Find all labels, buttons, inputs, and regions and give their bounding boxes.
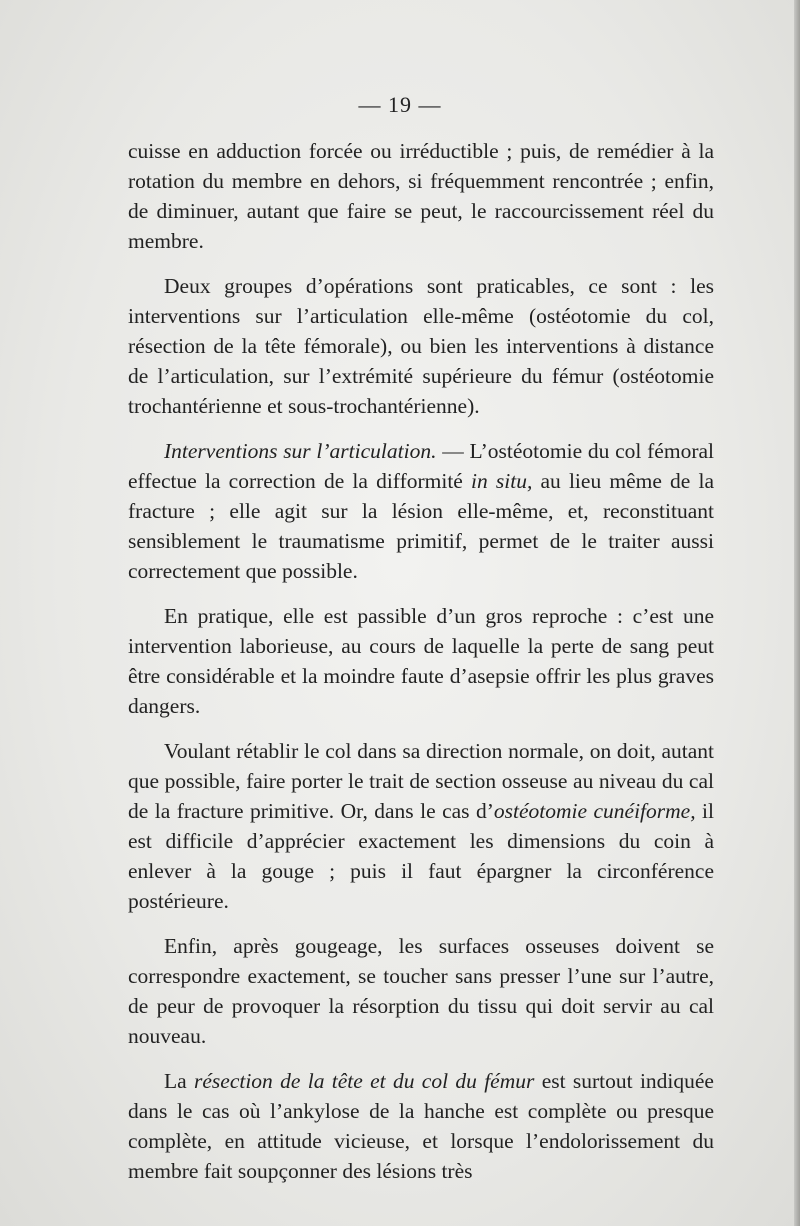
paragraph: [128, 601, 714, 721]
text-run: La: [164, 1069, 194, 1093]
paragraph: [128, 136, 714, 256]
text-run: est surtout indiquée dans le cas où l’ankylose de la hanche est complète ou presque complète, en attitude vicieuse, et lorsque l’endolorissement du membre fait soupçonner des lésions très: [128, 1069, 714, 1183]
paragraph: [128, 436, 714, 586]
text-run: Deux groupes d’opérations sont praticables, ce sont : les interventions sur l’articulation elle-même (ostéotomie du col, résection de la tête fémorale), ou bien les interventions à distance de l’articulation, sur l’extrémité supérieure du fémur (ostéotomie trochantérienne et sous-trochantérienne).: [128, 274, 714, 418]
paragraph: [128, 736, 714, 916]
text-run: il est difficile d’apprécier exactement les dimensions du coin à enlever à la gouge ; puis il faut épargner la circonférence postérieure.: [128, 799, 715, 913]
paragraph: [128, 271, 714, 421]
italic-run: Interventions sur l’articulation.: [164, 439, 437, 463]
text-run: — L’ostéotomie du col fémoral effectue la correction de la difformité: [128, 439, 714, 493]
body-text: [128, 136, 714, 1201]
text-run: En pratique, elle est passible d’un gros reproche : c’est une intervention laborieuse, au cours de laquelle la perte de sang peut être considérable et la moindre faute d’asepsie offrir les plus graves dangers.: [128, 604, 714, 718]
italic-run: in situ,: [471, 469, 533, 493]
page-edge: [794, 0, 800, 1226]
italic-run: ostéotomie cunéiforme,: [493, 799, 696, 823]
paragraph: [128, 931, 714, 1051]
italic-run: résection de la tête et du col du fémur: [194, 1069, 535, 1093]
text-run: Enfin, après gougeage, les surfaces osseuses doivent se correspondre exactement, se toucher sans presser l’une sur l’autre, de peur de provoquer la résorption du tissu qui doit servir au cal nouveau.: [128, 934, 714, 1048]
text-run: au lieu même de la fracture ; elle agit sur la lésion elle-même, et, reconstituant sensiblement le traumatisme primitif, permet de le traiter aussi correctement que possible.: [128, 469, 714, 583]
text-run: Voulant rétablir le col dans sa direction normale, on doit, autant que possible, faire porter le trait de section osseuse au niveau du cal de la fracture primitive. Or, dans le cas d’: [128, 739, 714, 823]
paragraph: [128, 1066, 714, 1186]
text-run: cuisse en adduction forcée ou irréductible ; puis, de remédier à la rotation du membre en dehors, si fréquemment rencontrée ; enfin, de diminuer, autant que faire se peut, le raccourcissement réel du membre.: [128, 139, 714, 253]
page-number: — 19 —: [358, 92, 442, 117]
